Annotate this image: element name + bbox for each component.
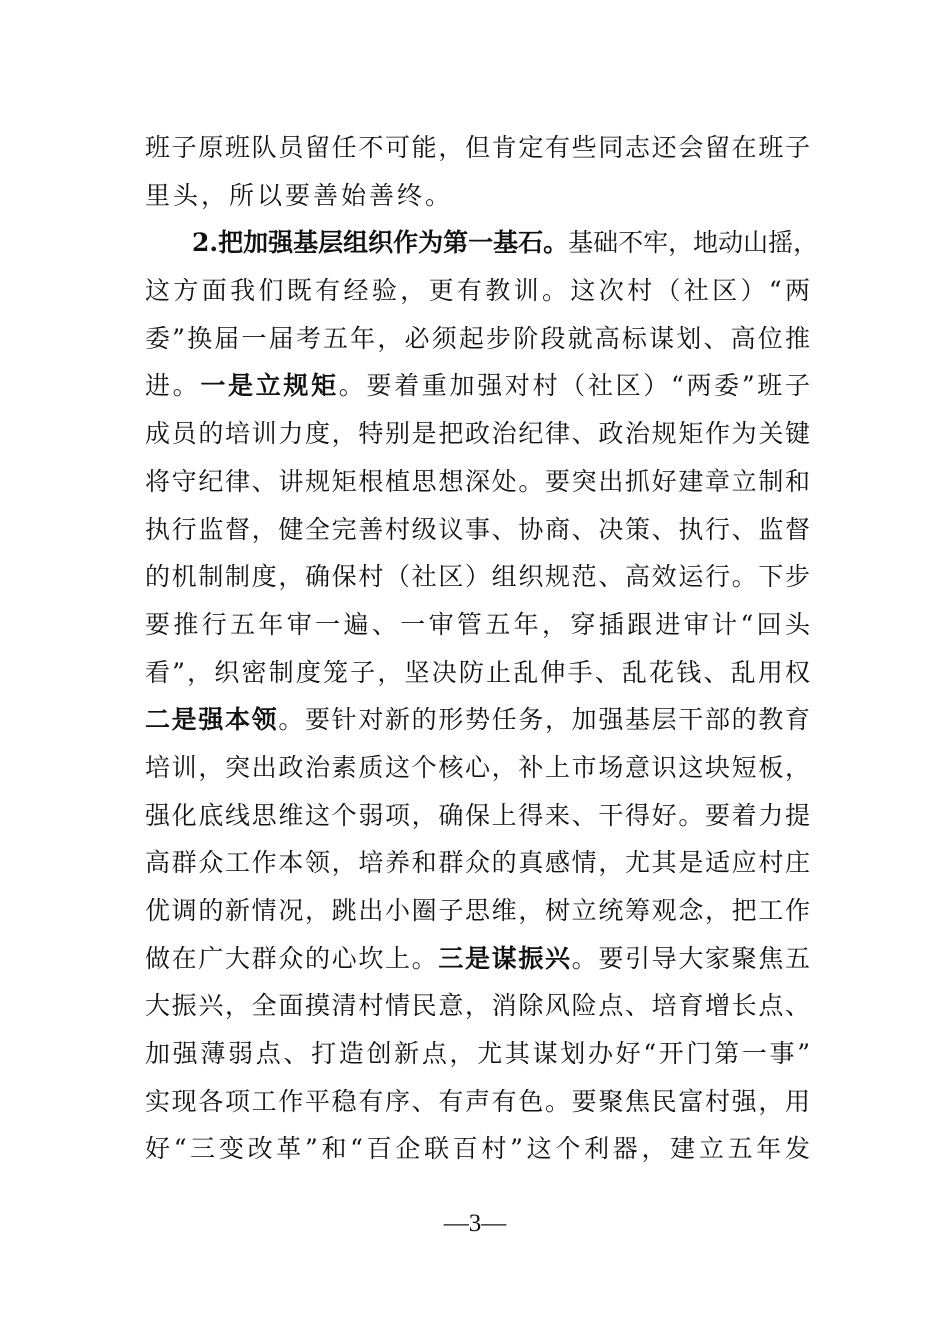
text-line: [145, 506, 810, 554]
text-line: [145, 1125, 810, 1173]
line-text: 培训，突出政治素质这个核心，补上市场意识这块短板，: [145, 752, 810, 782]
text-line: [145, 315, 810, 363]
line-text: 。要针对新的形势任务，加强基层干部的教育: [278, 705, 810, 735]
line-text: 委”换届一届考五年，必须起步阶段就高标谋划、高位推: [145, 323, 810, 353]
point-heading: 二是强本领: [145, 705, 279, 735]
point-heading: 三是谋振兴: [438, 943, 572, 973]
line-text: 高群众工作本领，培养和群众的真感情，尤其是适应村庄: [145, 848, 810, 878]
line-text: 。要引导大家聚焦五: [571, 943, 810, 973]
text-line: [145, 982, 810, 1030]
line-text: 好“三变改革”和“百企联百村”这个利器，建立五年发: [145, 1134, 810, 1164]
line-text: 里头，所以要善始善终。: [145, 180, 454, 210]
text-line: [145, 935, 810, 983]
line-text: 看”，织密制度笼子，坚决防止乱伸手、乱花钱、乱用权: [145, 657, 810, 687]
text-line: [145, 696, 810, 744]
text-line: [145, 172, 810, 220]
text-line: [145, 649, 810, 697]
line-text: 基础不牢，地动山摇，: [568, 228, 819, 258]
point-heading: 一是立规矩: [200, 371, 339, 401]
text-line: [145, 1030, 810, 1078]
line-text: 强化底线思维这个弱项，确保上得来、干得好。要着力提: [145, 800, 810, 830]
text-line: [145, 458, 810, 506]
line-text: 执行监督，健全完善村级议事、协商、决策、执行、监督: [145, 514, 810, 544]
line-text: 要推行五年审一遍、一审管五年，穿插跟进审计“回头: [145, 609, 810, 639]
text-line: [145, 839, 810, 887]
text-line: [145, 267, 810, 315]
text-line: [145, 1078, 810, 1126]
line-text: 将守纪律、讲规矩根植思想深处。要突出抓好建章立制和: [145, 466, 810, 496]
text-line: [145, 601, 810, 649]
line-text: 这方面我们既有经验，更有教训。这次村（社区）“两: [145, 276, 810, 306]
line-text: 优调的新情况，跳出小圈子思维，树立统筹观念，把工作: [145, 896, 810, 925]
line-text: 的机制制度，确保村（社区）组织规范、高效运行。下步: [145, 562, 810, 592]
page-number: —3—: [443, 1210, 507, 1237]
line-text: 成员的培训力度，特别是把政治纪律、政治规矩作为关键: [145, 419, 810, 449]
section-heading: 2.把加强基层组织作为第一基石。: [192, 228, 569, 258]
text-line: [145, 887, 810, 935]
section-heading-line: [145, 219, 819, 267]
text-line: [145, 362, 810, 410]
text-line: [145, 553, 810, 601]
text-line: [145, 792, 810, 840]
line-text: 班子原班队员留任不可能，但肯定有些同志还会留在班子: [145, 133, 810, 162]
line-text: 进。: [145, 371, 201, 401]
line-text: 。要着重加强对村（社区）“两委”班子: [338, 371, 810, 401]
text-line: [145, 124, 810, 172]
text-line: [145, 744, 810, 792]
body-text: [145, 124, 819, 1173]
line-text: 实现各项工作平稳有序、有声有色。要聚焦民富村强，用: [145, 1086, 810, 1116]
line-text: 加强薄弱点、打造创新点，尤其谋划办好“开门第一事”: [145, 1039, 810, 1069]
text-line: [145, 410, 810, 458]
line-text: 做在广大群众的心坎上。: [145, 943, 439, 973]
line-text: 大振兴，全面摸清村情民意，消除风险点、培育增长点、: [145, 991, 810, 1021]
